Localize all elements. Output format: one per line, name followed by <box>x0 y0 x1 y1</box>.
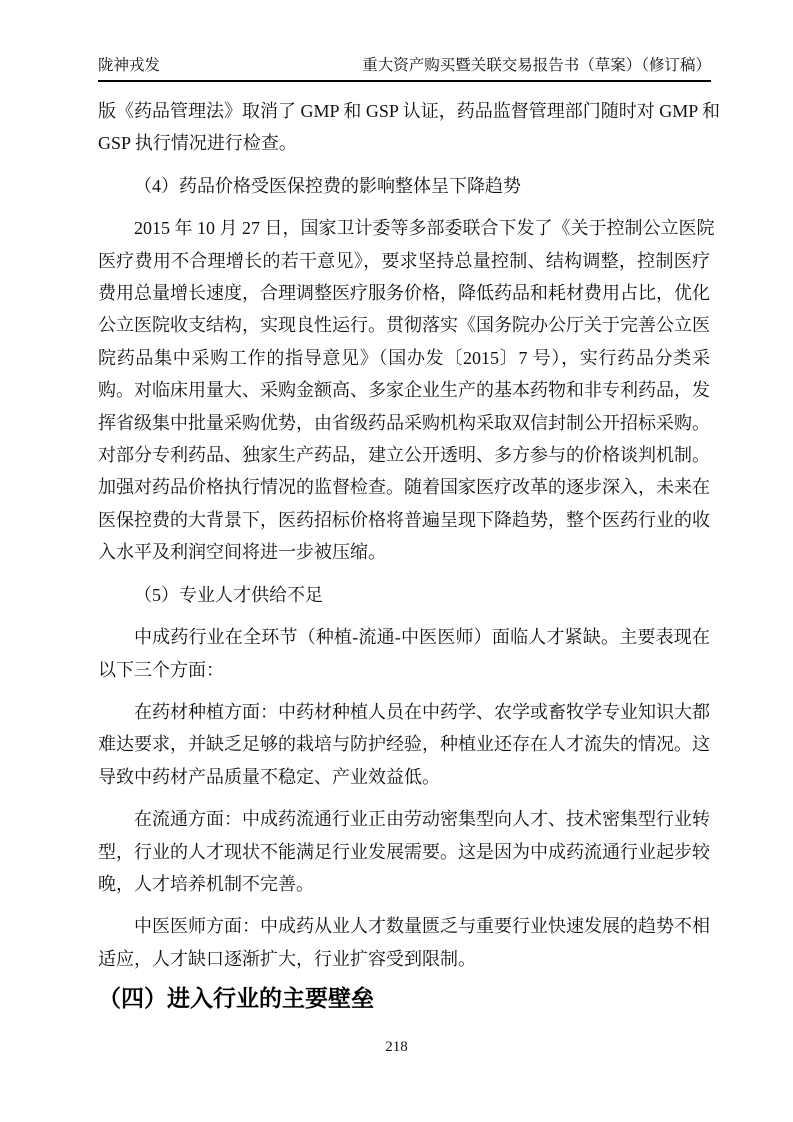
text-line: 适应，人才缺口逐渐扩大，行业扩容受到限制。 <box>98 948 476 969</box>
text-line: 中医医师方面：中成药从业人才数量匮乏与重要行业快速发展的趋势不相 <box>134 916 710 937</box>
page-footer <box>0 1036 793 1058</box>
subsection-heading: （5）专业人才供给不足 <box>134 584 323 605</box>
subsection-heading: （4）药品价格受医保控费的影响整体呈下降趋势 <box>134 175 521 196</box>
text-line: GSP 执行情况进行检查。 <box>98 133 297 154</box>
header-report-title: 重大资产购买暨关联交易报告书（草案）（修订稿） <box>362 57 711 74</box>
text-line: 导致中药材产品质量不稳定、产业效益低。 <box>98 766 440 787</box>
text-line: 对部分专利药品、独家生产药品，建立公开透明、多方参与的价格谈判机制。 <box>98 445 710 466</box>
text-line: 2015 年 10 月 27 日，国家卫计委等多部委联合下发了《关于控制公立医院 <box>134 218 715 239</box>
section-heading: （四）进入行业的主要壁垒 <box>98 985 374 1012</box>
paragraph <box>98 910 710 975</box>
header-company-name: 陇神戎发 <box>98 57 161 74</box>
text-line: 费用总量增长速度，合理调整医疗服务价格，降低药品和耗材费用占比，优化 <box>98 283 710 304</box>
text-line: 在药材种植方面：中药材种植人员在中药学、农学或畜牧学专业知识大都 <box>134 701 710 722</box>
text-line: 加强对药品价格执行情况的监督检查。随着国家医疗改革的逐步深入，未来在 <box>98 477 710 498</box>
page-header <box>98 56 711 82</box>
text-line: 公立医院收支结构，实现良性运行。贯彻落实《国务院办公厅关于完善公立医 <box>98 315 710 336</box>
text-line: 难达要求，并缺乏足够的栽培与防护经验，种植业还存在人才流失的情况。这 <box>98 734 710 755</box>
text-line: 以下三个方面： <box>98 659 224 680</box>
text-line: 挥省级集中批量采购优势，由省级药品采购机构采取双信封制公开招标采购。 <box>98 412 710 433</box>
text-line: 晚，人才培养机制不完善。 <box>98 873 314 894</box>
paragraph <box>98 95 721 160</box>
text-line: 医疗费用不合理增长的若干意见》，要求坚持总量控制、结构调整，控制医疗 <box>98 250 710 271</box>
paragraph <box>98 803 710 900</box>
text-line: 购。对临床用量大、采购金额高、多家企业生产的基本药物和非专利药品，发 <box>98 380 710 401</box>
text-line: 版《药品管理法》取消了 GMP 和 GSP 认证，药品监督管理部门随时对 GMP 和 <box>98 101 721 121</box>
document-body <box>98 95 721 1015</box>
text-line: 中成药行业在全环节（种植-流通-中医医师）面临人才紧缺。主要表现在 <box>134 627 710 648</box>
text-line: 入水平及利润空间将进一步被压缩。 <box>98 542 386 563</box>
text-line: 院药品集中采购工作的指导意见》（国办发〔2015〕7 号），实行药品分类采 <box>98 347 710 368</box>
text-line: 医保控费的大背景下，医药招标价格将普遍呈现下降趋势，整个医药行业的收 <box>98 509 710 530</box>
text-line: 型，行业的人才现状不能满足行业发展需要。这是因为中成药流通行业起步较 <box>98 841 710 862</box>
paragraph <box>98 696 710 793</box>
page-number: 218 <box>385 1039 408 1055</box>
text-line: 在流通方面：中成药流通行业正由劳动密集型向人才、技术密集型行业转 <box>134 809 710 830</box>
paragraph <box>98 212 715 568</box>
paragraph <box>98 621 710 686</box>
